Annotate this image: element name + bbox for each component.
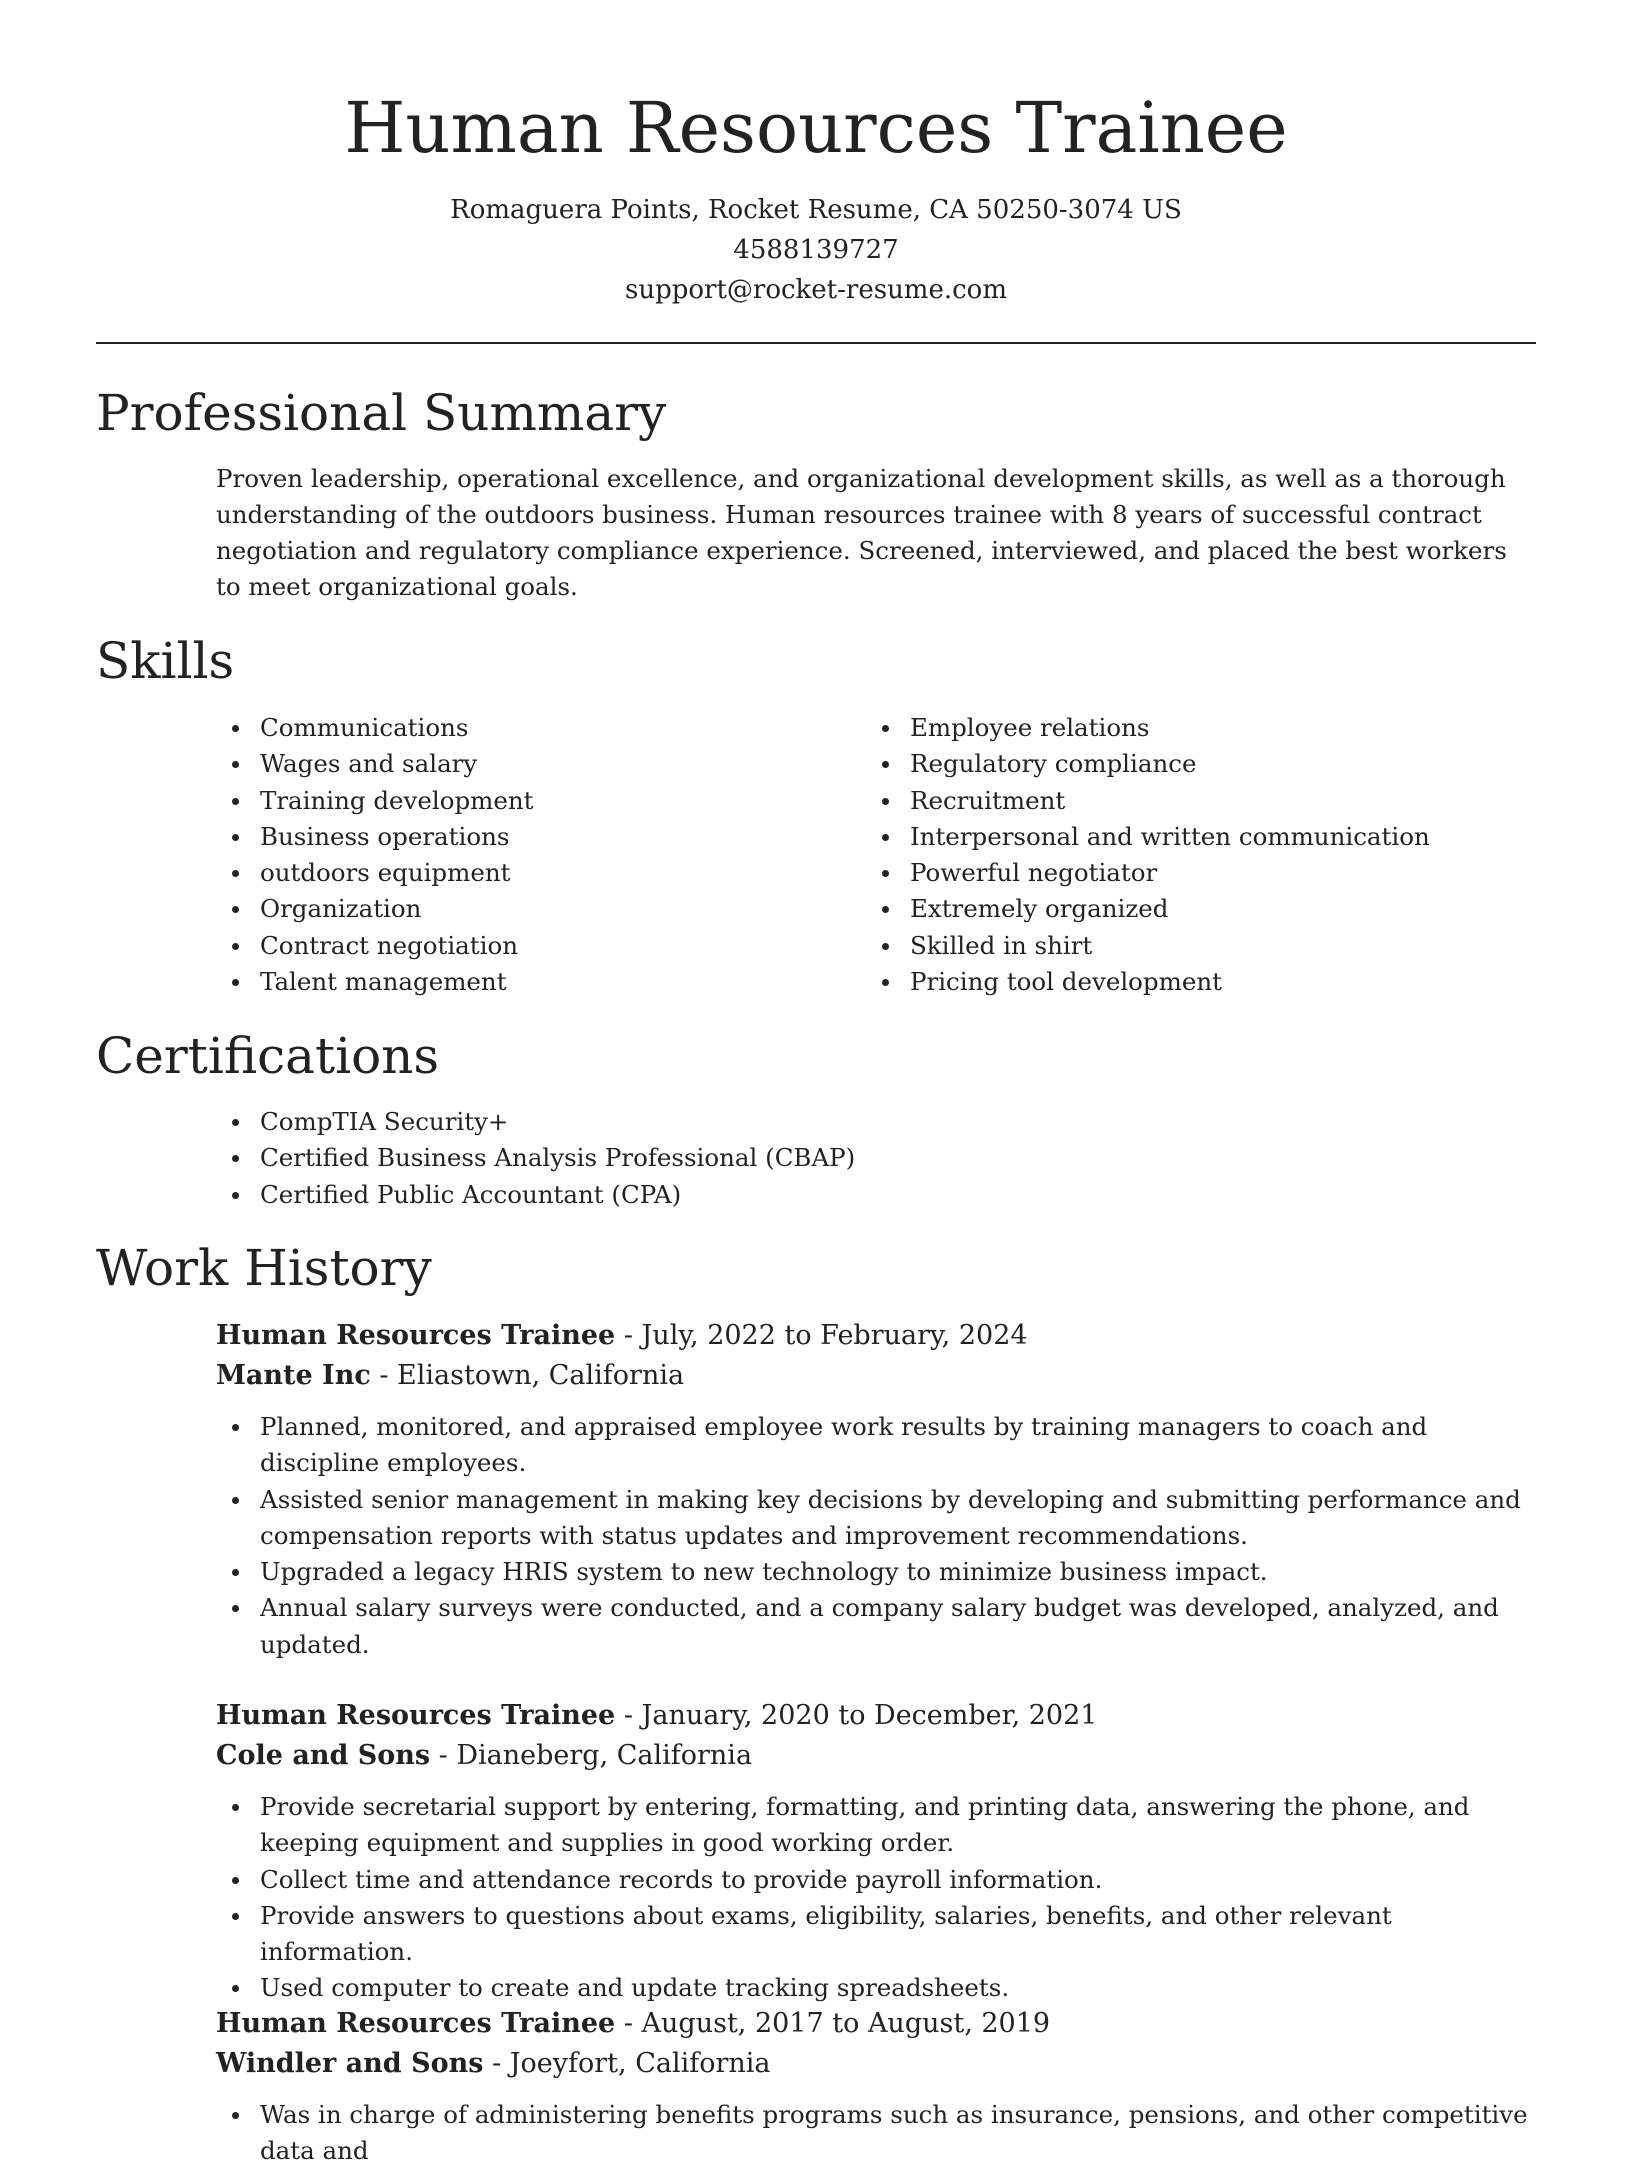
header-divider xyxy=(96,342,1536,344)
job-title-line xyxy=(216,2004,1536,2044)
list-item: Planned, monitored, and appraised employee work results by training managers to coach and discipline employees. xyxy=(216,1409,1536,1482)
list-item: outdoors equipment xyxy=(216,855,856,891)
job-bullet-list xyxy=(216,1789,1536,2007)
skills-list-left xyxy=(216,710,856,1000)
job-dates: - January, 2020 to December, 2021 xyxy=(615,1700,1098,1731)
job-title-line xyxy=(216,1696,1536,1736)
job-location: - Eliastown, California xyxy=(370,1360,685,1391)
list-item: Was in charge of administering benefits programs such as insurance, pensions, and other competitive data and xyxy=(216,2097,1536,2170)
work-history-heading: Work History xyxy=(96,1239,432,1297)
candidate-name: Human Resources Trainee xyxy=(344,87,1288,169)
job-company: Mante Inc xyxy=(216,1360,371,1391)
job-company-line xyxy=(216,1736,1536,1776)
job-bullet-list xyxy=(216,2097,1536,2170)
job-company: Cole and Sons xyxy=(216,1740,431,1771)
list-item: Employee relations xyxy=(866,710,1536,746)
list-item: Assisted senior management in making key decisions by developing and submitting performance and compensation reports with status updates and improvement recommendations. xyxy=(216,1482,1536,1555)
list-item: Training development xyxy=(216,783,856,819)
contact-email: support@rocket-resume.com xyxy=(624,275,1007,305)
certifications-list xyxy=(216,1104,1536,1213)
job-bullet-list xyxy=(216,1409,1536,1663)
list-item: Skilled in shirt xyxy=(866,928,1536,964)
job-title: Human Resources Trainee xyxy=(216,2008,616,2039)
job-company: Windler and Sons xyxy=(216,2048,484,2079)
list-item: Certified Public Accountant (CPA) xyxy=(216,1177,1536,1213)
list-item: Talent management xyxy=(216,964,856,1000)
list-item: Contract negotiation xyxy=(216,928,856,964)
list-item: Annual salary surveys were conducted, and a company salary budget was developed, analyzed, and updated. xyxy=(216,1590,1536,1663)
job-header xyxy=(216,2004,1536,2084)
job-title: Human Resources Trainee xyxy=(216,1700,616,1731)
contact-address: Romaguera Points, Rocket Resume, CA 50250-3074 US xyxy=(450,195,1182,225)
skills-heading: Skills xyxy=(96,632,235,690)
job-location: - Joeyfort, California xyxy=(483,2048,771,2079)
list-item: Used computer to create and update tracking spreadsheets. xyxy=(216,1970,1536,2006)
job-dates: - July, 2022 to February, 2024 xyxy=(615,1320,1028,1351)
list-item: Extremely organized xyxy=(866,891,1536,927)
list-item: Powerful negotiator xyxy=(866,855,1536,891)
list-item: Wages and salary xyxy=(216,746,856,782)
list-item: Communications xyxy=(216,710,856,746)
job-company-line xyxy=(216,1356,1536,1396)
certifications-heading: Certifications xyxy=(96,1027,440,1085)
list-item: Provide secretarial support by entering, formatting, and printing data, answering the phone, and keeping equipment and supplies in good working order. xyxy=(216,1789,1536,1862)
list-item: Pricing tool development xyxy=(866,964,1536,1000)
job-header xyxy=(216,1316,1536,1396)
job-title-line xyxy=(216,1316,1536,1356)
list-item: Upgraded a legacy HRIS system to new technology to minimize business impact. xyxy=(216,1554,1536,1590)
list-item: Business operations xyxy=(216,819,856,855)
job-company-line xyxy=(216,2044,1536,2084)
job-dates: - August, 2017 to August, 2019 xyxy=(615,2008,1051,2039)
job-title: Human Resources Trainee xyxy=(216,1320,616,1351)
contact-phone: 4588139727 xyxy=(733,235,899,265)
job-header xyxy=(216,1696,1536,1776)
list-item: Certified Business Analysis Professional (CBAP) xyxy=(216,1140,1536,1176)
list-item: Recruitment xyxy=(866,783,1536,819)
list-item: Provide answers to questions about exams, eligibility, salaries, benefits, and other relevant information. xyxy=(216,1898,1536,1971)
skills-list-right xyxy=(866,710,1536,1000)
list-item: Organization xyxy=(216,891,856,927)
job-location: - Dianeberg, California xyxy=(430,1740,753,1771)
list-item: Interpersonal and written communication xyxy=(866,819,1536,855)
list-item: Collect time and attendance records to provide payroll information. xyxy=(216,1862,1536,1898)
summary-text: Proven leadership, operational excellence, and organizational development skills, as well as a thorough understanding of the outdoors business. Human resources trainee with 8 years of successful contract negotiation and regulatory compliance experience. Screened, interviewed, and placed the best workers to meet organizational goals. xyxy=(216,464,1507,601)
list-item: Regulatory compliance xyxy=(866,746,1536,782)
resume-header xyxy=(0,0,1632,310)
summary-heading: Professional Summary xyxy=(96,384,667,442)
list-item: CompTIA Security+ xyxy=(216,1104,1536,1140)
